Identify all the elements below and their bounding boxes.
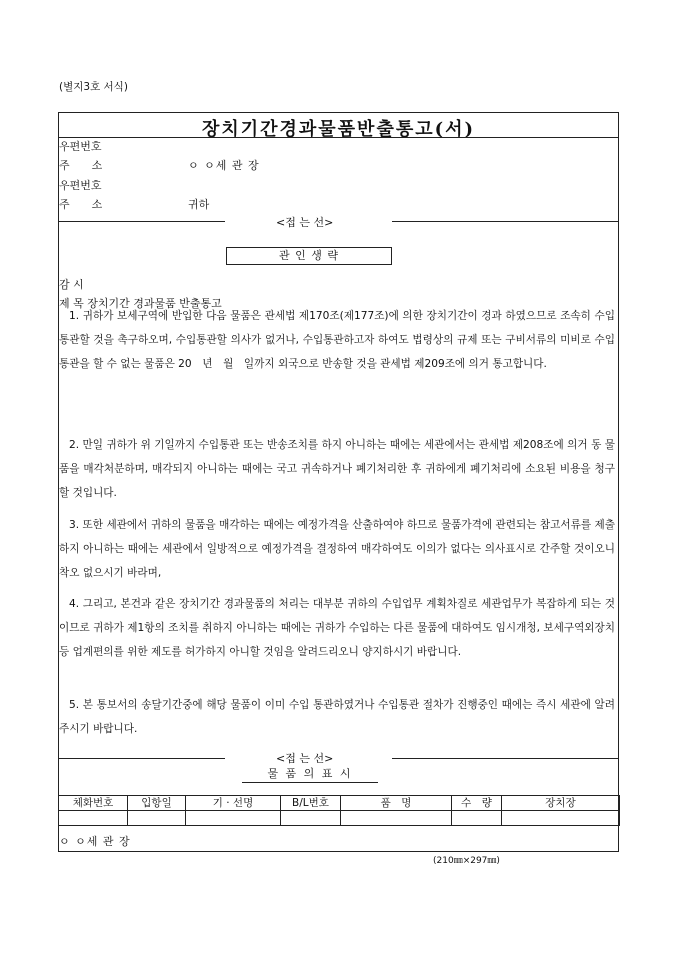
header-cell: 기 · 선명 — [186, 796, 281, 811]
table-cell — [128, 811, 186, 826]
document-title: 장치기간경과물품반출통고(서) — [201, 119, 476, 140]
fold-line-right — [392, 221, 618, 222]
form-number-label: (별지3호 서식) — [59, 81, 128, 93]
fold-line-label: <접 는 선> — [276, 216, 334, 229]
header-cell: 체화번호 — [59, 796, 128, 811]
paragraph-4: 4. 그리고, 본건과 같은 장치기간 경과물품의 처리는 대부분 귀하의 수입업무 계획차질로 세관업무가 복잡하게 되는 것이므로 귀하가 제1항의 조치를 취하지 아니하는 때에는 귀하가 수입하는 다른 물품에 대하여도 임시개청, 보세구역외장치등 업계편의를 위한 제도를 허가하지 아니할 것임을 알려드리오니 양지하시기 바랍니다. — [59, 598, 615, 658]
address-label-1: 주 소 — [59, 159, 103, 172]
paragraph-3: 3. 또한 세관에서 귀하의 물품을 매각하는 때에는 예정가격을 산출하여야 하므로 물품가격에 관련되는 참고서류를 제출하지 아니하는 때에는 세관에서 일방적으로 예정가격을 결정하여 매각하여도 이의가 없다는 의사표시로 간주할 것이오니 착오 없으시기 바라며, — [59, 519, 615, 579]
fold-line-label-2: <접 는 선> — [276, 752, 334, 765]
header-cell: B/L번호 — [281, 796, 341, 811]
table-header-row — [59, 796, 620, 811]
header-cell: 수 량 — [452, 796, 502, 811]
header-cell: 품 명 — [341, 796, 452, 811]
subject-line: 제 목 장치기간 경과물품 반출통고 — [59, 297, 222, 310]
official-seal-omitted-box: 관 인 생 략 — [226, 247, 392, 265]
fold-line-left — [59, 221, 225, 222]
paper-size-note: (210㎜×297㎜) — [433, 856, 500, 866]
paragraph-1: 1. 귀하가 보세구역에 반입한 다음 물품은 관세법 제170조(제177조)에 의한 장치기간이 경과 하였으므로 조속히 수입통관할 것을 촉구하오며, 수입통관할 의사가 없거나, 수입통관하고자 하여도 법령상의 규제 또는 구비서류의 미비로 수입통관을 할 수 없는 물품은 20 년 월 일까지 외국으로 반송할 것을 관세법 제209조에 의거 통고합니다. — [59, 310, 615, 370]
customs-office-name: ㅇ ㅇ세 관 장 — [188, 159, 260, 172]
reference-line: 감 시 — [59, 278, 84, 291]
address-label-2: 주 소 — [59, 198, 103, 211]
paragraph-2: 2. 만일 귀하가 위 기일까지 수입통관 또는 반송조치를 하지 아니하는 때에는 세관에서는 관세법 제208조에 의거 동 물품을 매각처분하며, 매각되지 아니하는 때에는 국고 귀속하거나 폐기처리한 후 귀하에게 폐기처리에 소요된 비용을 청구할 것입니다. — [59, 439, 615, 499]
postal-code-label-1: 우편번호 — [59, 140, 102, 153]
postal-code-label-2: 우편번호 — [59, 179, 102, 192]
fold-line-right-2 — [392, 758, 618, 759]
table-cell — [59, 811, 128, 826]
signature-customs-office: ㅇ ㅇ세 관 장 — [59, 835, 131, 848]
addressee-title: 귀하 — [188, 198, 210, 211]
table-cell — [186, 811, 281, 826]
header-cell: 입항일 — [128, 796, 186, 811]
table-row — [59, 811, 620, 826]
table-cell — [341, 811, 452, 826]
goods-table — [58, 795, 620, 826]
header-cell: 장치장 — [502, 796, 620, 811]
goods-section-title: 물 품 의 표 시 — [242, 766, 378, 783]
table-cell — [502, 811, 620, 826]
table-cell — [452, 811, 502, 826]
table-cell — [281, 811, 341, 826]
title-divider — [58, 137, 619, 138]
paragraph-5: 5. 본 통보서의 송달기간중에 해당 물품이 이미 수입 통관하였거나 수입통관 절차가 진행중인 때에는 즉시 세관에 알려주시기 바랍니다. — [59, 699, 615, 735]
fold-line-left-2 — [59, 758, 225, 759]
